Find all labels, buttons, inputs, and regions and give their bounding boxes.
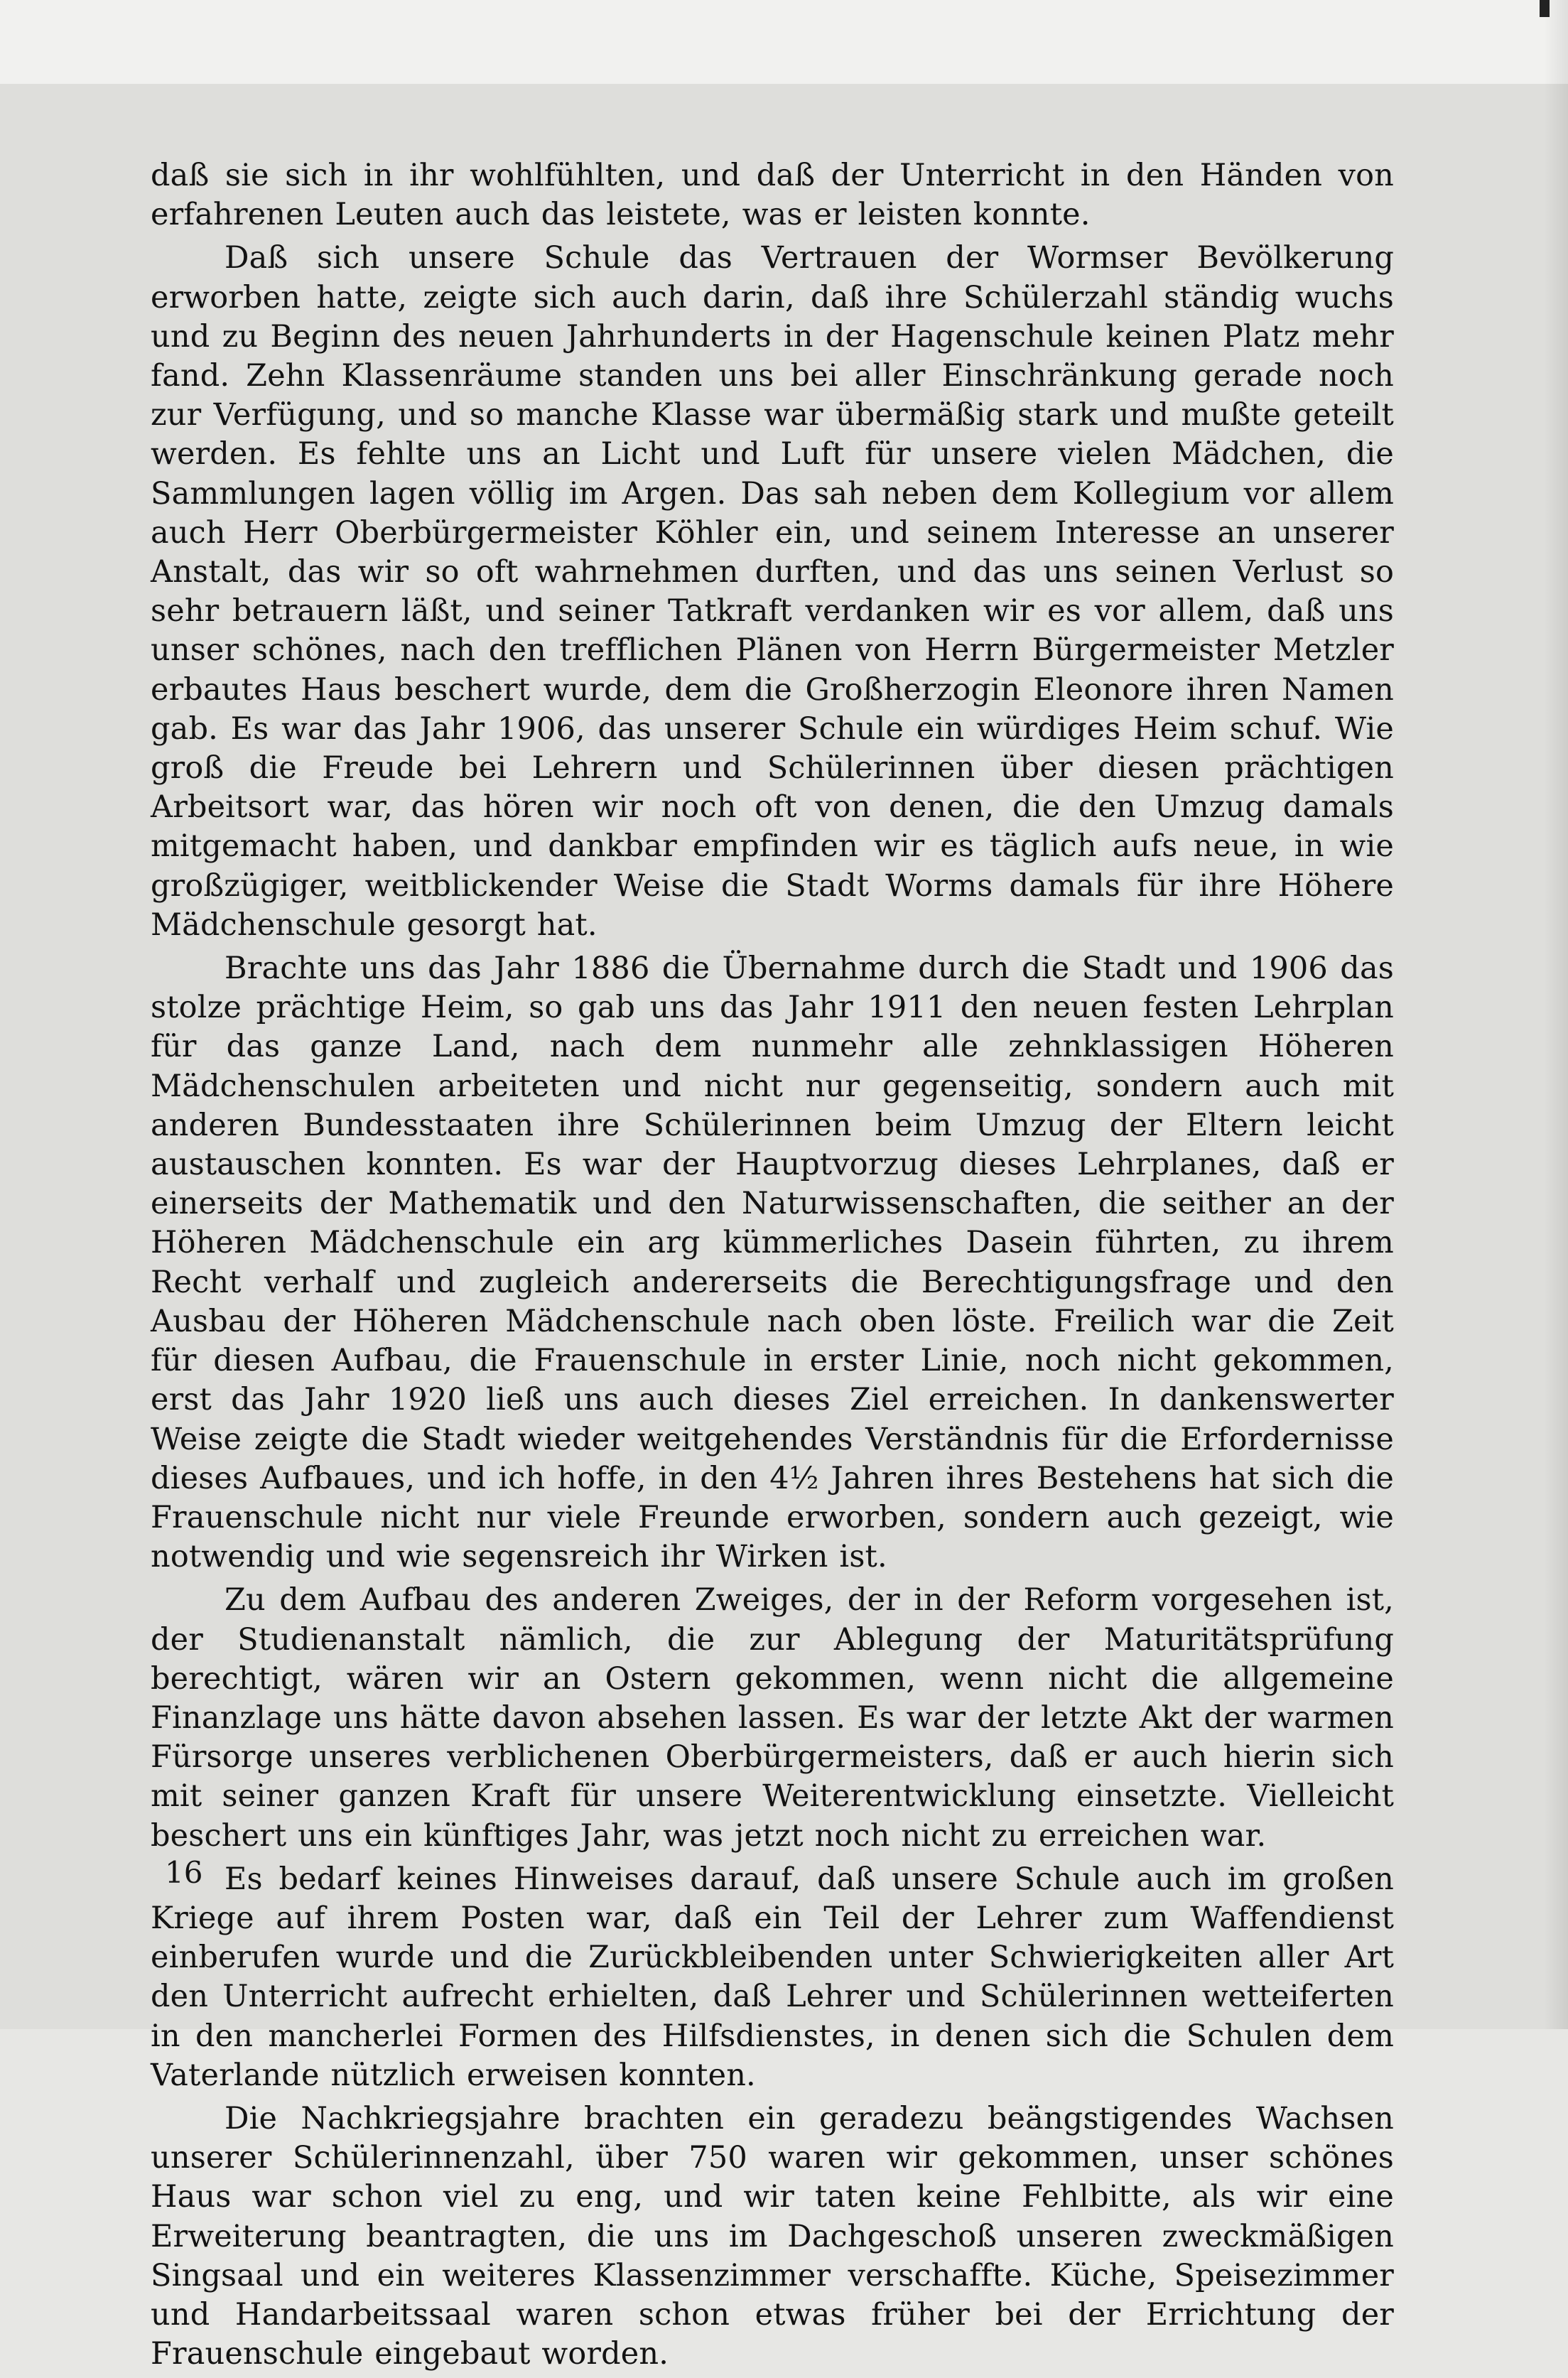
text-column [151,156,1394,2378]
paragraph-postwar-growth: Die Nachkriegsjahre brachten ein geradezu beängstigendes Wachsen unserer Schülerinnenzahl, über 750 waren wir gekommen, unser schönes Haus war schon viel zu eng, und wir taten keine Fehlbitte, als wir eine Erweiterung beantragten, die uns im Dachgeschoß unseren zweckmäßigen Singsaal und ein weiteres Klassenzimmer verschaffte. Küche, Speisezimmer und Handarbeitssaal waren schon etwas früher bei der Errichtung der Frauenschule eingebaut worden. [151,2100,1394,2372]
paragraph-curriculum-1911: Brachte uns das Jahr 1886 die Übernahme durch die Stadt und 1906 das stolze prächtige Heim, so gab uns das Jahr 1911 den neuen festen Lehrplan für das ganze Land, nach dem nunmehr alle zehnklassigen Höheren Mädchenschulen arbeiteten und nicht nur gegenseitig, sondern auch mit anderen Bundesstaaten ihre Schülerinnen beim Umzug der Eltern leicht austauschen konnten. Es war der Hauptvorzug dieses Lehrplanes, daß er einerseits der Mathematik und den Naturwissenschaften, die seither an der Höheren Mädchenschule ein arg kümmerliches Dasein führten, zu ihrem Recht verhalf und zugleich andererseits die Berechtigungsfrage und den Ausbau der Höheren Mädchenschule nach oben löste. Freilich war die Zeit für diesen Aufbau, die Frauenschule in erster Linie, noch nicht gekommen, erst das Jahr 1920 ließ uns auch dieses Ziel erreichen. In dankenswerter Weise zeigte die Stadt wieder weitgehendes Verständnis für die Erfordernisse dieses Aufbaues, und ich hoffe, in den 4½ Jahren ihres Bestehens hat sich die Frauenschule nicht nur viele Freunde erworben, sondern auch gezeigt, wie notwendig und wie segensreich ihr Wirken ist. [151,951,1394,1575]
paragraph-war-years: Es bedarf keines Hinweises darauf, daß unsere Schule auch im großen Kriege auf ihrem Posten war, daß ein Teil der Lehrer zum Waffendienst einberufen wurde und die Zurückbleibenden unter Schwierigkeiten aller Art den Unterricht aufrecht erhielten, daß Lehrer und Schülerinnen wetteiferten in den mancherlei Formen des Hilfsdienstes, in denen sich die Schulen dem Vaterlande nützlich erweisen konnten. [151,1861,1394,2093]
scan-top-margin [0,0,1568,84]
page-number: 16 [165,1855,203,1890]
page-edge-shadow [1544,0,1568,2029]
scan-corner-mark [1540,0,1550,17]
paragraph-study-institute: Zu dem Aufbau des anderen Zweiges, der in der Reform vorgesehen ist, der Studienanstalt nämlich, die zur Ablegung der Maturitätsprüfung berechtigt, wären wir an Ostern gekommen, wenn nicht die allgemeine Finanzlage uns hätte davon absehen lassen. Es war der letzte Akt der warmen Fürsorge unseres verblichenen Oberbürgermeisters, daß er auch hierin sich mit seiner ganzen Kraft für unsere Weiterentwicklung einsetzte. Vielleicht beschert uns ein künftiges Jahr, was jetzt noch nicht zu erreichen war. [151,1582,1394,1854]
paragraph-continuation: daß sie sich in ihr wohlfühlten, und daß der Unterricht in den Händen von erfahrenen Leuten auch das leistete, was er leisten konnte. [151,158,1394,233]
paragraph-new-building: Daß sich unsere Schule das Vertrauen der Wormser Bevölkerung erworben hatte, zeigte sich auch darin, daß ihre Schülerzahl ständig wuchs und zu Beginn des neuen Jahrhunderts in der Hagenschule keinen Platz mehr fand. Zehn Klassenräume standen uns bei aller Einschränkung gerade noch zur Verfügung, und so manche Klasse war übermäßig stark und mußte geteilt werden. Es fehlte uns an Licht und Luft für unsere vielen Mädchen, die Sammlungen lagen völlig im Argen. Das sah neben dem Kollegium vor allem auch Herr Oberbürgermeister Köhler ein, und seinem Interesse an unserer Anstalt, das wir so oft wahrnehmen durften, und das uns seinen Verlust so sehr betrauern läßt, und seiner Tatkraft verdanken wir es vor allem, daß uns unser schönes, nach den trefflichen Plänen von Herrn Bürgermeister Metzler erbautes Haus beschert wurde, dem die Großherzogin Eleonore ihren Namen gab. Es war das Jahr 1906, das unserer Schule ein würdiges Heim schuf. Wie groß die Freude bei Lehrern und Schülerinnen über diesen prächtigen Arbeitsort war, das hören wir noch oft von denen, die den Umzug damals mitgemacht haben, und dankbar empfinden wir es täglich aufs neue, in wie großzügiger, weitblickender Weise die Stadt Worms damals für ihre Höhere Mädchenschule gesorgt hat. [151,240,1394,943]
